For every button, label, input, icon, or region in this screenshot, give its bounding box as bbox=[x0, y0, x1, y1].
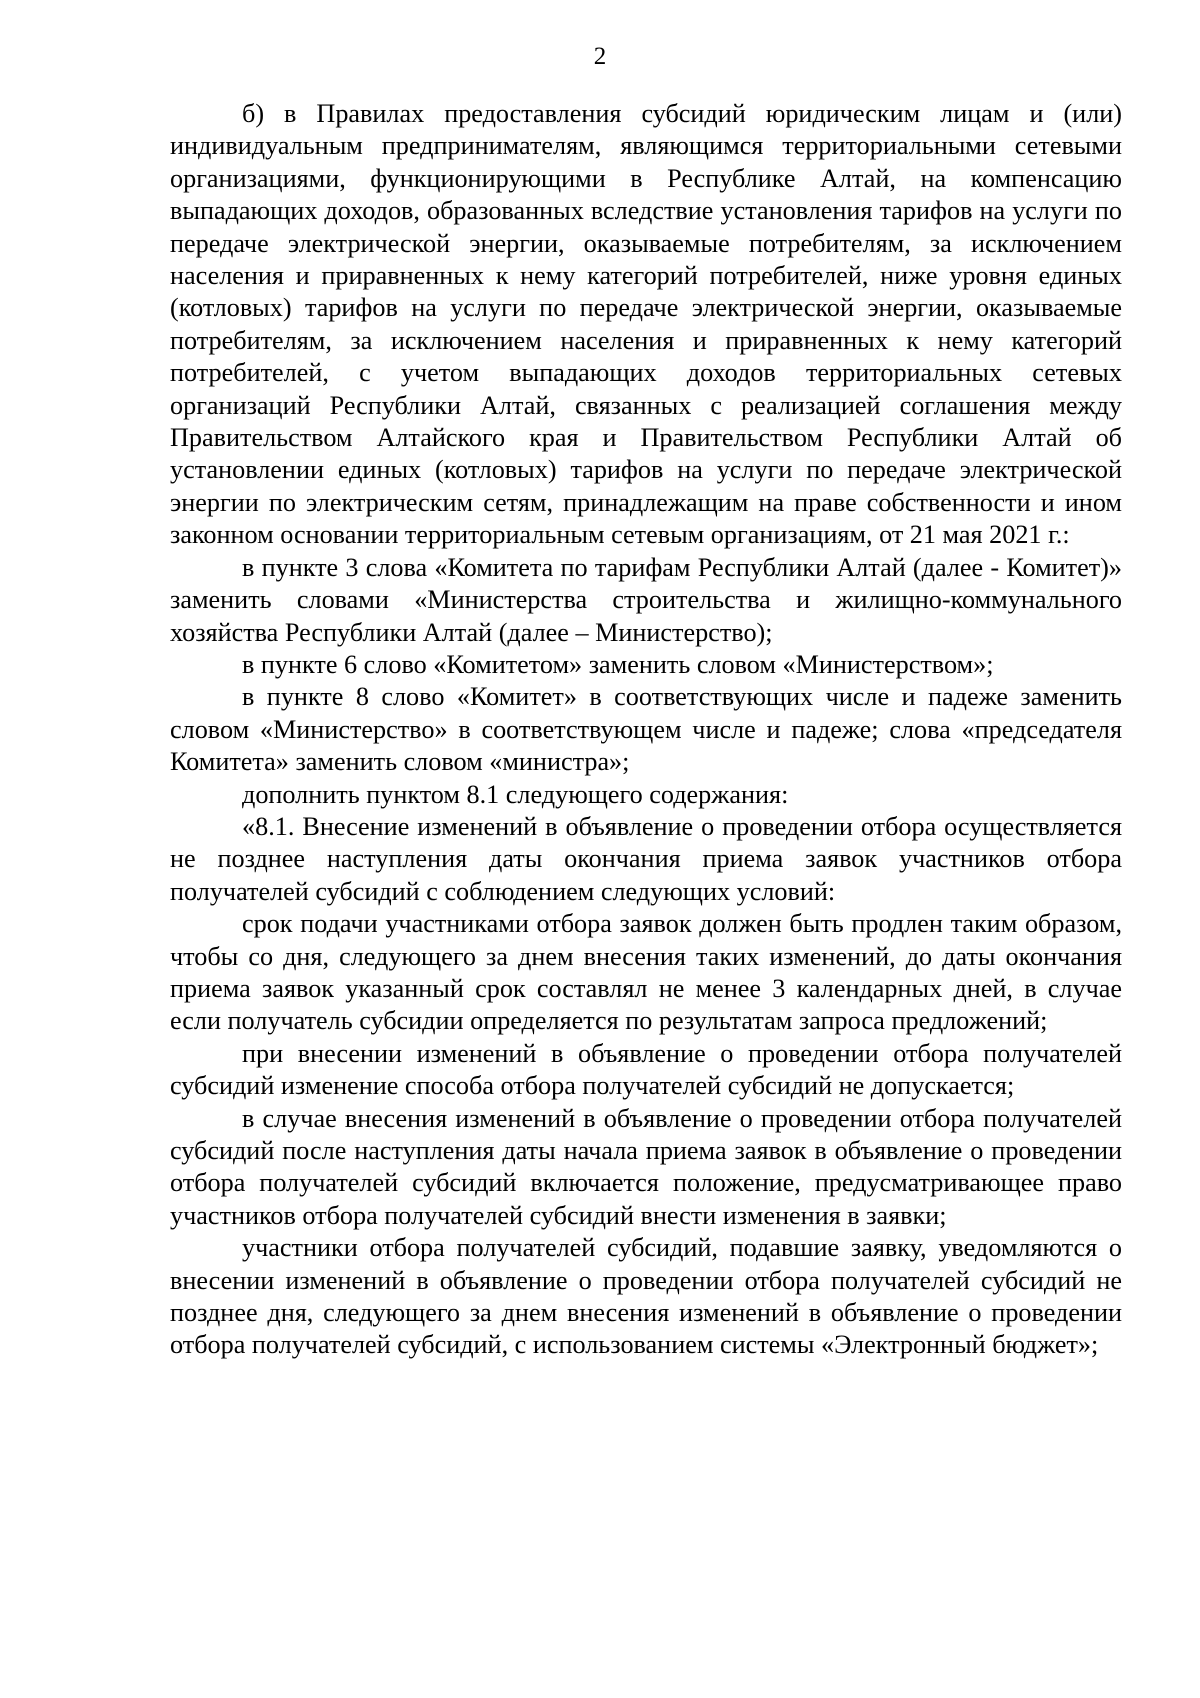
paragraph-deadline-extension: срок подачи участниками отбора заявок должен быть продлен таким образом, чтобы со дня, следующего за днем внесения таких изменений, до даты окончания приема заявок указанный срок составлял не менее 3 календарных дней, в случае если получатель субсидии определяется по результатам запроса предложений; bbox=[170, 909, 1122, 1036]
paragraph-point-8-1: «8.1. Внесение изменений в объявление о проведении отбора осуществляется не позднее наступления даты окончания приема заявок участников отбора получателей субсидий с соблюдением следующих условий: bbox=[170, 811, 1122, 906]
paragraph-point-8: в пункте 8 слово «Комитет» в соответствующих числе и падеже заменить словом «Министерство» в соответствующем числе и падеже; слова «председателя Комитета» заменить словом «министра»; bbox=[170, 682, 1122, 777]
paragraph-notification: участники отбора получателей субсидий, подавшие заявку, уведомляются о внесении изменений в объявление о проведении отбора получателей субсидий не позднее дня, следующего за днем внесения изменений в объявление о проведении отбора получателей субсидий, с использованием системы «Электронный бюджет»; bbox=[170, 1233, 1122, 1360]
document-body bbox=[170, 98, 1122, 1362]
paragraph-point-3: в пункте 3 слова «Комитета по тарифам Республики Алтай (далее - Комитет)» заменить словами «Министерства строительства и жилищно-коммунального хозяйства Республики Алтай (далее – Министерство); bbox=[170, 552, 1122, 647]
paragraph-rules-amendment: б) в Правилах предоставления субсидий юридическим лицам и (или) индивидуальным предпринимателям, являющимся территориальными сетевыми организациями, функционирующими в Республике Алтай, на компенсацию выпадающих доходов, образованных вследствие установления тарифов на услуги по передаче электрической энергии, оказываемые потребителям, за исключением населения и приравненных к нему категорий потребителей, ниже уровня единых (котловых) тарифов на услуги по передаче электрической энергии, оказываемые потребителям, за исключением населения и приравненных к нему категорий потребителей, с учетом выпадающих доходов территориальных сетевых организаций Республики Алтай, связанных с реализацией соглашения между Правительством Алтайского края и Правительством Республики Алтай об установлении единых (котловых) тарифов на услуги по передаче электрической энергии по электрическим сетям, принадлежащим на праве собственности и ином законном основании территориальным сетевым организациям, от 21 мая 2021 г.: bbox=[170, 99, 1122, 550]
paragraph-amend-applications: в случае внесения изменений в объявление о проведении отбора получателей субсидий после наступления даты начала приема заявок в объявление о проведении отбора получателей субсидий включается положение, предусматривающее право участников отбора получателей субсидий внести изменения в заявки; bbox=[170, 1103, 1122, 1230]
paragraph-add-point-8-1: дополнить пунктом 8.1 следующего содержания: bbox=[242, 779, 789, 809]
page-number: 2 bbox=[593, 43, 607, 70]
paragraph-method-change: при внесении изменений в объявление о проведении отбора получателей субсидий изменение способа отбора получателей субсидий не допускается; bbox=[170, 1038, 1122, 1101]
paragraph-point-6: в пункте 6 слово «Комитетом» заменить словом «Министерством»; bbox=[242, 649, 994, 679]
